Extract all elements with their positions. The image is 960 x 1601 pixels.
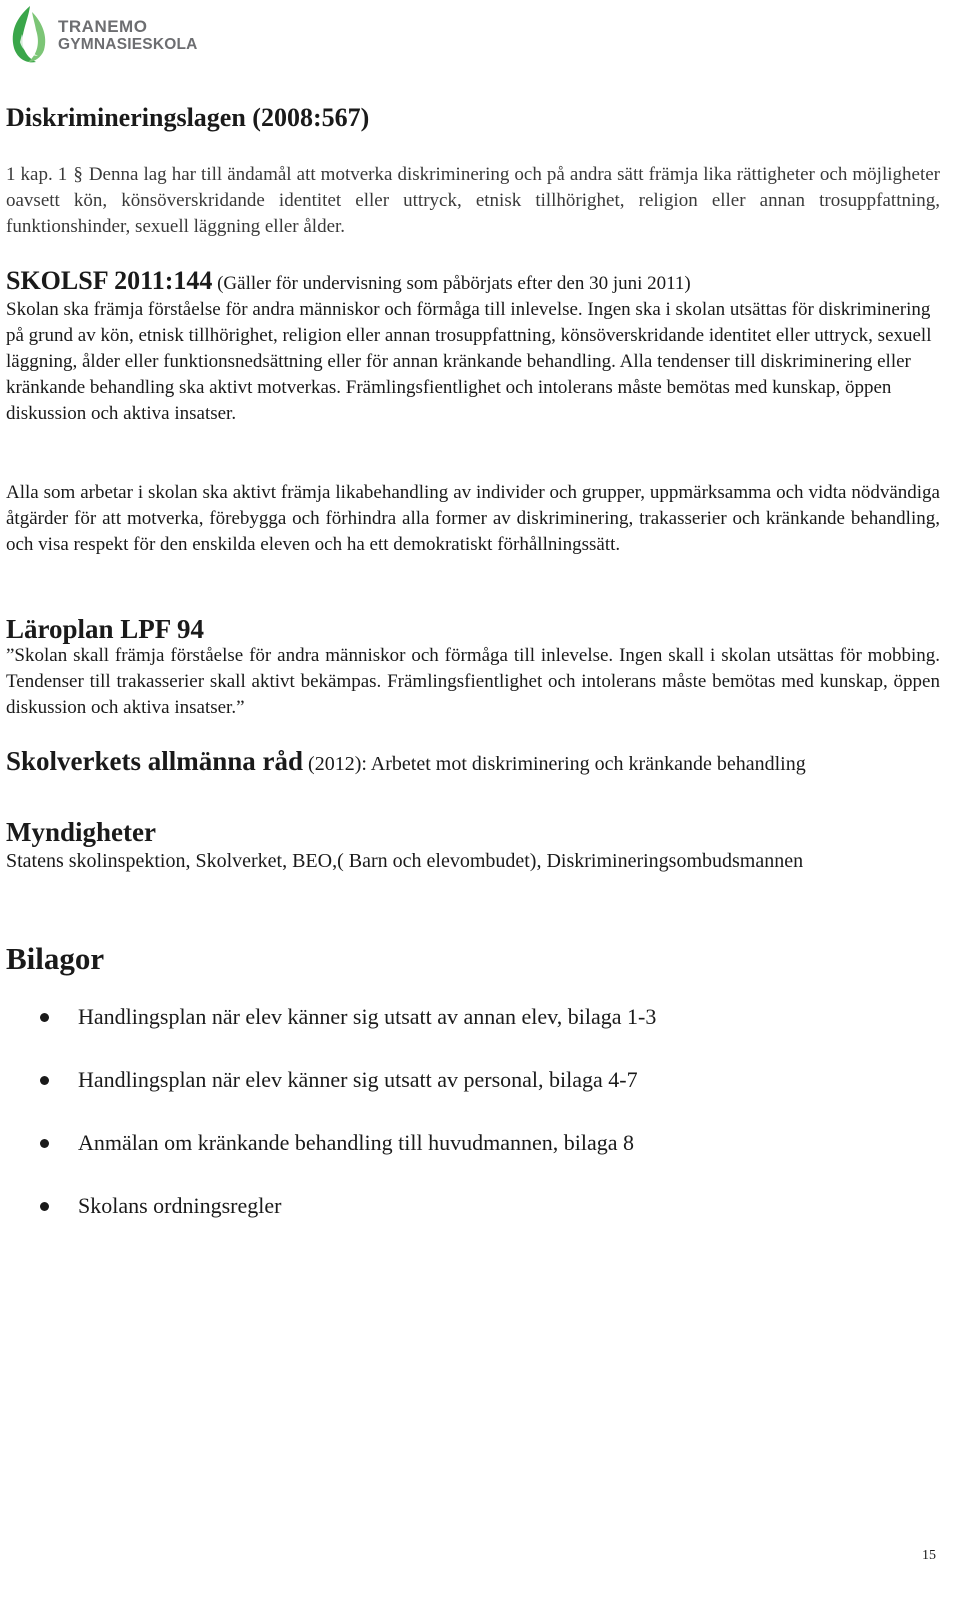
logo-line-1: TRANEMO [58,17,148,36]
list-item [38,1000,656,1063]
skolsf-text: Skolan ska främja förståelse för andra människor och förmåga till inlevelse. Ingen ska i skolan utsättas för diskriminering på grund av kön, etnisk tillhörighet, religion eller annan trosuppfattning, könsöverskridande identitet eller uttryck, sexuell läggning, ålder eller funktionsnedsättning eller för annan kränkande behandling. Alla tendenser till diskriminering eller kränkande behandling ska aktivt motverkas. Främlingsfientlighet och intolerans måste bemötas med kunskap, öppen diskussion och aktiva insatser. [6,299,932,424]
skolverket-heading: Skolverkets allmänna råd [6,746,304,776]
page-title: Diskrimineringslagen (2008:567) [6,103,370,132]
school-logo [6,4,206,68]
lpf94-quote: ”Skolan skall främja förståelse för andra människor och förmåga till inlevelse. Ingen skall i skolan utsättas för mobbing. Tendenser till trakasserier skall aktivt bekämpas. Främlingsfientlighet och intolerans måste bemötas med kunskap, öppen diskussion och aktiva insatser.” [6,645,940,718]
list-item [38,1189,656,1252]
list-item [38,1063,656,1126]
law-paragraph [6,162,940,240]
law-ref: 1 kap. 1 [6,164,68,185]
myndigheter-text: Statens skolinspektion, Skolverket, BEO,( Barn och elevombudet), Diskrimineringsombudsmannen [6,850,804,872]
page-number: 15 [922,1548,936,1563]
bullet-icon [40,1202,49,1211]
list-item-text: Anmälan om kränkande behandling till huvudmannen, bilaga 8 [78,1130,634,1155]
skolsf-note: (Gäller för undervisning som påbörjats efter den 30 juni 2011) [212,273,691,294]
list-item-text: Handlingsplan när elev känner sig utsatt av annan elev, bilaga 1-3 [78,1004,657,1029]
list-item [38,1126,656,1189]
bullet-icon [40,1076,49,1085]
skolverket-section [6,748,940,778]
leaf-flame-icon [6,4,54,66]
bilagor-heading: Bilagor [6,941,105,976]
skolsf-heading: SKOLSF 2011:144 [6,266,213,295]
skolverket-text: (2012): Arbetet mot diskriminering och kränkande behandling [303,753,806,775]
bilagor-list [38,1000,656,1252]
skolsf-section [6,268,940,427]
list-item-text: Handlingsplan när elev känner sig utsatt av personal, bilaga 4-7 [78,1067,638,1092]
bullet-icon [40,1013,49,1022]
staff-paragraph: Alla som arbetar i skolan ska aktivt främja likabehandling av individer och grupper, uppmärksamma och vidta nödvändiga åtgärder för att motverka, förebygga och förhindra alla former av diskriminering, trakasserier och kränkande behandling, och visa respekt för den enskilda eleven och ha ett demokratiskt förhållningssätt. [6,482,940,555]
lpf94-heading: Läroplan LPF 94 [6,614,205,644]
section-sign: § [73,164,83,185]
logo-text [58,18,198,54]
logo-line-2: GYMNASIESKOLA [58,36,198,53]
law-text: Denna lag har till ändamål att motverka diskriminering och på andra sätt främja lika rättigheter och möjligheter oavsett kön, könsöverskridande identitet eller uttryck, etnisk tillhörighet, religion eller annan trosuppfattning, funktionshinder, sexuell läggning eller ålder. [6,164,940,237]
myndigheter-heading: Myndigheter [6,817,156,847]
bullet-icon [40,1139,49,1148]
list-item-text: Skolans ordningsregler [78,1193,282,1218]
